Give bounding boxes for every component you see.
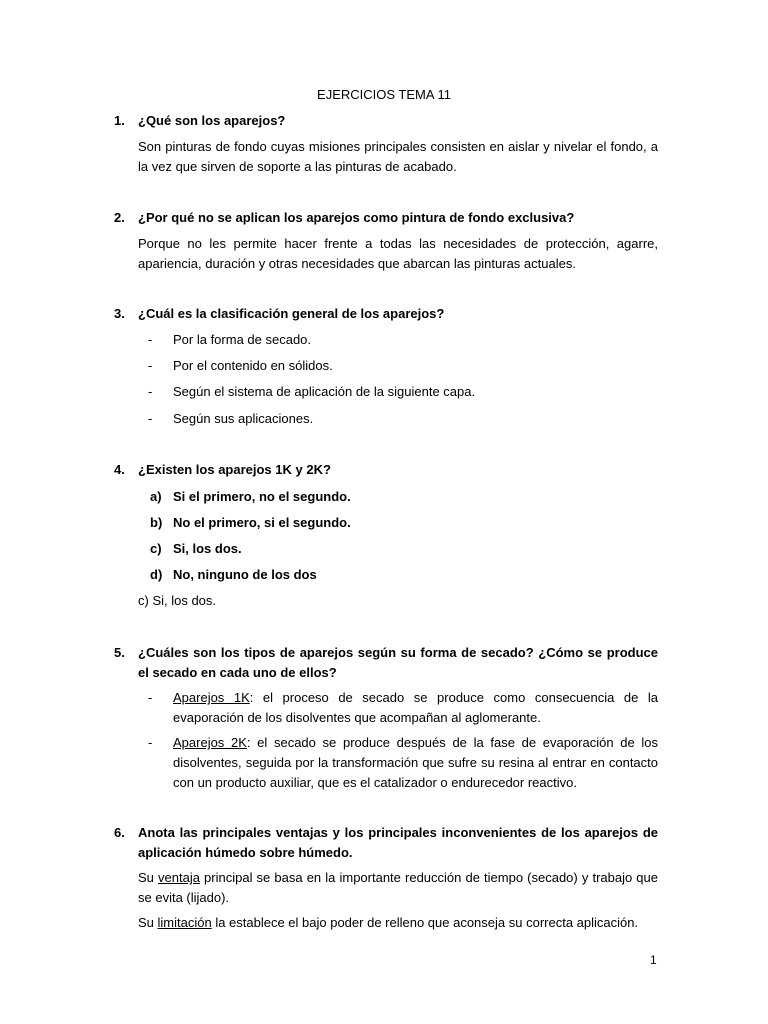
list-dash: - — [148, 411, 153, 426]
term-description: : el proceso de secado se produce como consecuencia de la evaporación de los disolventes que acompañan al aglomerante. — [173, 690, 658, 725]
option-text: Si, los dos. — [173, 541, 242, 556]
option-letter: c) — [150, 541, 162, 556]
question-1-answer: Son pinturas de fondo cuyas misiones principales consisten en aislar y nivelar el fondo, a la vez que sirven de soporte a las pinturas de acabado. — [138, 139, 658, 174]
term-aparejos-1k: Aparejos 1K — [173, 690, 250, 705]
option-letter: b) — [150, 515, 163, 530]
list-item: Por el contenido en sólidos. — [173, 358, 333, 373]
page-title: EJERCICIOS TEMA 11 — [317, 87, 451, 102]
question-5-number: 5. — [114, 645, 125, 660]
term-ventaja: ventaja — [158, 870, 200, 885]
option-letter: a) — [150, 489, 162, 504]
question-6-paragraph-ventaja — [138, 868, 658, 908]
list-dash: - — [148, 358, 153, 373]
text-run: Su — [138, 870, 159, 885]
question-1-text: ¿Qué son los aparejos? — [138, 113, 286, 128]
question-2-number: 2. — [114, 210, 125, 225]
question-4-number: 4. — [114, 462, 125, 477]
list-dash: - — [148, 735, 153, 750]
text-run: la establece el bajo poder de relleno que aconseja su correcta aplicación. — [211, 915, 639, 930]
page-number: 1 — [650, 953, 657, 967]
question-6-number: 6. — [114, 825, 125, 840]
list-dash: - — [148, 690, 153, 705]
term-aparejos-2k: Aparejos 2K — [173, 735, 247, 750]
question-2-answer: Porque no les permite hacer frente a todas las necesidades de protección, agarre, apariencia, duración y otras necesidades que abarcan las pinturas actuales. — [138, 236, 658, 271]
term-limitacion: limitación — [157, 915, 212, 930]
text-run: principal se basa en la importante reducción de tiempo (secado) y trabajo que se evita (lijado). — [138, 870, 658, 905]
question-2-text: ¿Por qué no se aplican los aparejos como pintura de fondo exclusiva? — [138, 210, 575, 225]
question-4-text: ¿Existen los aparejos 1K y 2K? — [138, 462, 331, 477]
question-4-answer: c) Si, los dos. — [138, 593, 217, 608]
list-item: Según el sistema de aplicación de la siguiente capa. — [173, 384, 476, 399]
option-text: No, ninguno de los dos — [173, 567, 317, 582]
question-6-paragraph-limitacion — [138, 913, 658, 933]
question-1-number: 1. — [114, 113, 125, 128]
list-item — [173, 733, 658, 793]
term-description: : el secado se produce después de la fase de evaporación de los disolventes, seguida por la transformación que sufre su resina al entrar en contacto con un producto auxiliar, que es el catalizador o endurecedor reactivo. — [173, 735, 658, 790]
question-3-text: ¿Cuál es la clasificación general de los aparejos? — [138, 306, 445, 321]
question-3-number: 3. — [114, 306, 125, 321]
list-dash: - — [148, 384, 153, 399]
option-text: Si el primero, no el segundo. — [173, 489, 351, 504]
option-text: No el primero, si el segundo. — [173, 515, 351, 530]
question-5-text: ¿Cuáles son los tipos de aparejos según su forma de secado? ¿Cómo se produce el secado en cada uno de ellos? — [138, 645, 658, 680]
text-run: Su — [138, 915, 158, 930]
list-dash: - — [148, 332, 153, 347]
question-6-text: Anota las principales ventajas y los principales inconvenientes de los aparejos de aplicación húmedo sobre húmedo. — [138, 825, 658, 860]
list-item: Según sus aplicaciones. — [173, 411, 314, 426]
option-letter: d) — [150, 567, 163, 582]
list-item: Por la forma de secado. — [173, 332, 312, 347]
list-item — [173, 688, 658, 728]
